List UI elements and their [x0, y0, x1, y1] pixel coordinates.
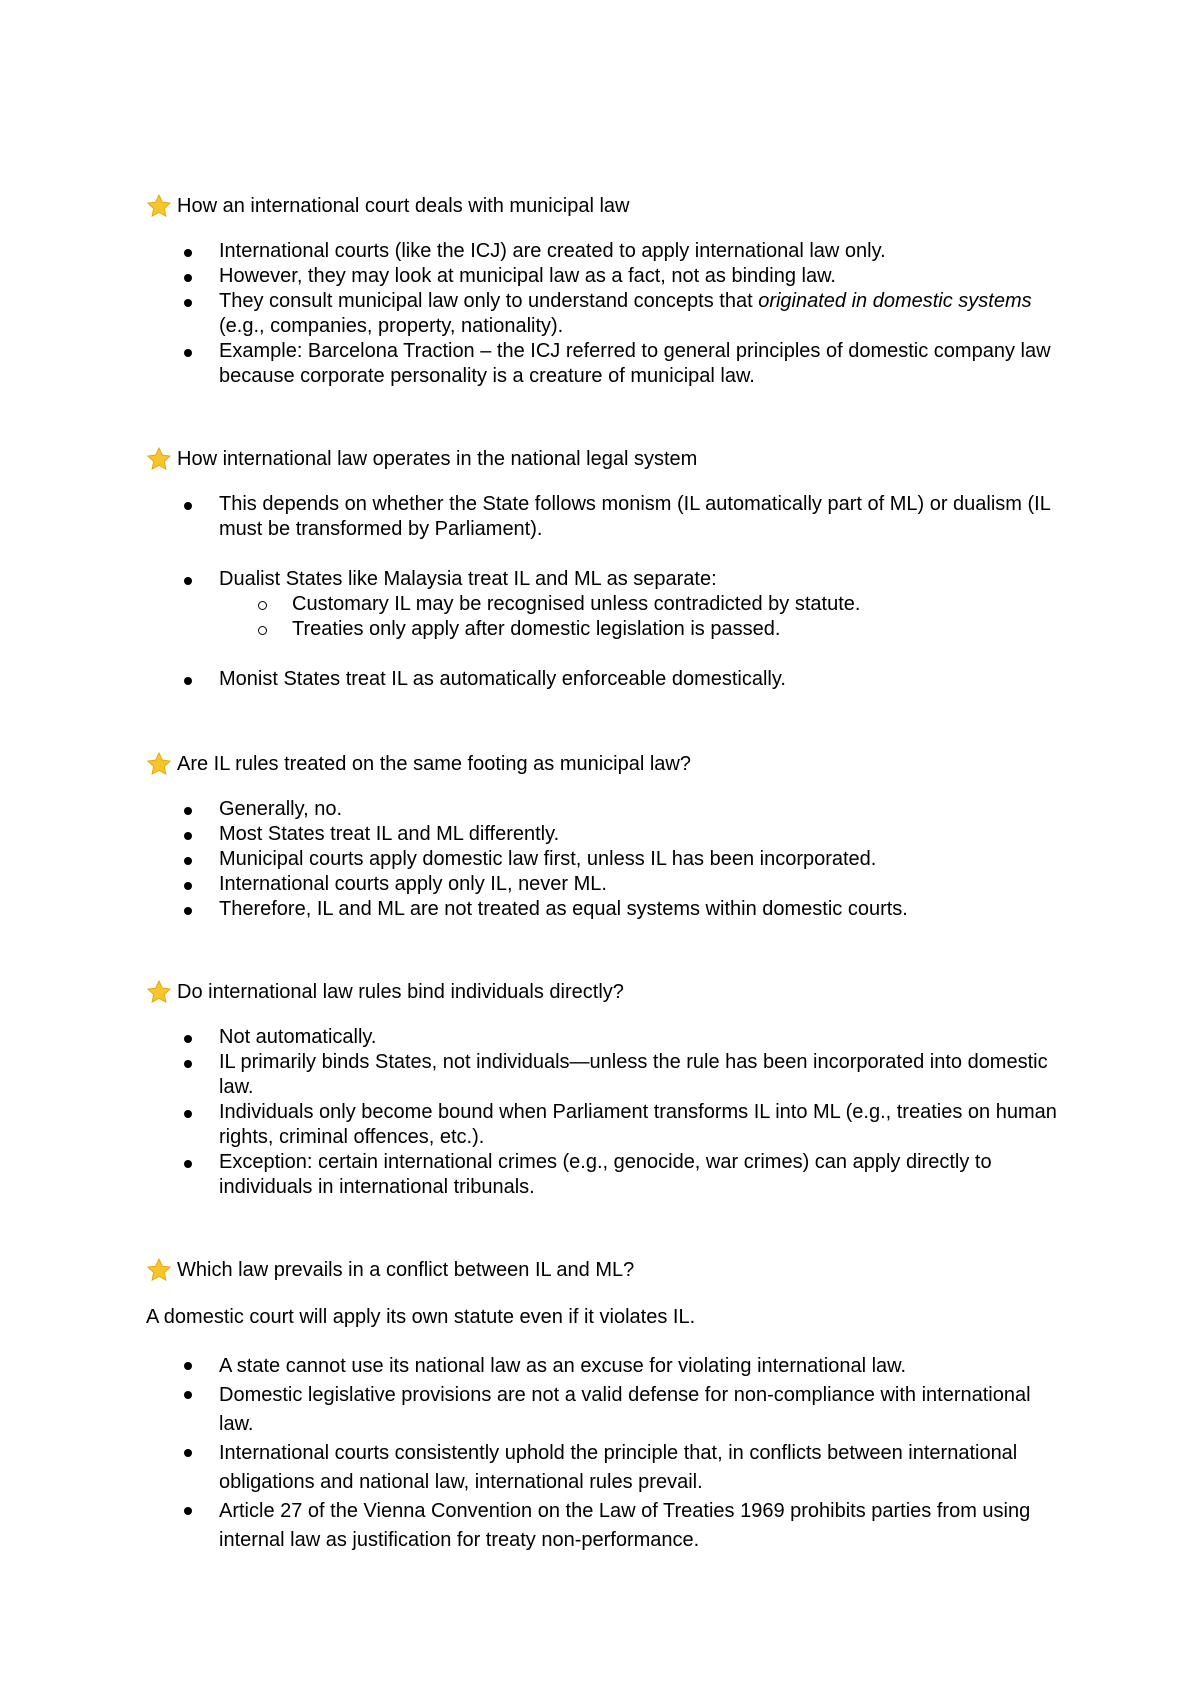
- section-conflict-prevails: [146, 1257, 1066, 1555]
- list-item: Therefore, IL and ML are not treated as equal systems within domestic courts.: [219, 897, 1066, 922]
- section-international-law-in-national-system: [146, 446, 1066, 692]
- list-item: Article 27 of the Vienna Convention on the Law of Treaties 1969 prohibits parties from using internal law as justification for treaty non-performance.: [219, 1497, 1066, 1555]
- bullet-list: [146, 1352, 1066, 1555]
- list-item: Municipal courts apply domestic law first, unless IL has been incorporated.: [219, 847, 1066, 872]
- list-item: [219, 289, 1066, 339]
- list-item: [219, 567, 1066, 642]
- star-icon: [146, 446, 172, 472]
- section-heading: [146, 979, 1066, 1005]
- bullet-list: [146, 1025, 1066, 1200]
- bullet-list: [146, 492, 1066, 692]
- section-heading-text: Do international law rules bind individuals directly?: [177, 981, 624, 1003]
- list-item: International courts consistently uphold the principle that, in conflicts between international obligations and national law, international rules prevail.: [219, 1439, 1066, 1497]
- section-heading: [146, 446, 1066, 472]
- sub-list-item: Customary IL may be recognised unless contradicted by statute.: [292, 592, 1066, 617]
- list-item-text: They consult municipal law only to understand concepts that: [219, 290, 759, 312]
- bullet-list: [146, 239, 1066, 389]
- star-icon: [146, 1257, 172, 1283]
- section-heading: [146, 1257, 1066, 1283]
- star-icon: [146, 979, 172, 1005]
- list-item: A state cannot use its national law as an excuse for violating international law.: [219, 1352, 1066, 1381]
- bullet-list: [146, 797, 1066, 922]
- list-item: Monist States treat IL as automatically enforceable domestically.: [219, 667, 1066, 692]
- section-heading: [146, 751, 1066, 777]
- list-item: Example: Barcelona Traction – the ICJ referred to general principles of domestic company law because corporate personality is a creature of municipal law.: [219, 339, 1066, 389]
- star-icon: [146, 193, 172, 219]
- list-item: However, they may look at municipal law as a fact, not as binding law.: [219, 264, 1066, 289]
- list-item: Generally, no.: [219, 797, 1066, 822]
- section-heading-text: Which law prevails in a conflict between IL and ML?: [177, 1259, 635, 1281]
- list-item: This depends on whether the State follows monism (IL automatically part of ML) or dualism (IL must be transformed by Parliament).: [219, 492, 1066, 542]
- list-item: Domestic legislative provisions are not a valid defense for non-compliance with international law.: [219, 1381, 1066, 1439]
- list-item: Exception: certain international crimes (e.g., genocide, war crimes) can apply directly to individuals in international tribunals.: [219, 1150, 1066, 1200]
- list-item: International courts apply only IL, never ML.: [219, 872, 1066, 897]
- sub-list-item: Treaties only apply after domestic legislation is passed.: [292, 617, 1066, 642]
- list-item: Individuals only become bound when Parliament transforms IL into ML (e.g., treaties on human rights, criminal offences, etc.).: [219, 1100, 1066, 1150]
- list-item-text: (e.g., companies, property, nationality).: [219, 315, 564, 337]
- section-heading-text: Are IL rules treated on the same footing as municipal law?: [177, 753, 691, 775]
- sub-bullet-list: [219, 592, 1066, 642]
- section-bind-individuals: [146, 979, 1066, 1200]
- section-heading-text: How international law operates in the national legal system: [177, 448, 698, 470]
- list-item: International courts (like the ICJ) are created to apply international law only.: [219, 239, 1066, 264]
- section-municipal-law-in-international-court: [146, 193, 1066, 389]
- list-item-text: Dualist States like Malaysia treat IL and ML as separate:: [219, 568, 717, 590]
- section-heading: [146, 193, 1066, 219]
- star-icon: [146, 751, 172, 777]
- section-heading-text: How an international court deals with municipal law: [177, 195, 630, 217]
- list-item: Not automatically.: [219, 1025, 1066, 1050]
- list-item: IL primarily binds States, not individuals—unless the rule has been incorporated into domestic law.: [219, 1050, 1066, 1100]
- section-same-footing: [146, 751, 1066, 922]
- list-item-italic-text: originated in domestic systems: [758, 290, 1032, 312]
- list-item: Most States treat IL and ML differently.: [219, 822, 1066, 847]
- paragraph: A domestic court will apply its own statute even if it violates IL.: [146, 1306, 696, 1328]
